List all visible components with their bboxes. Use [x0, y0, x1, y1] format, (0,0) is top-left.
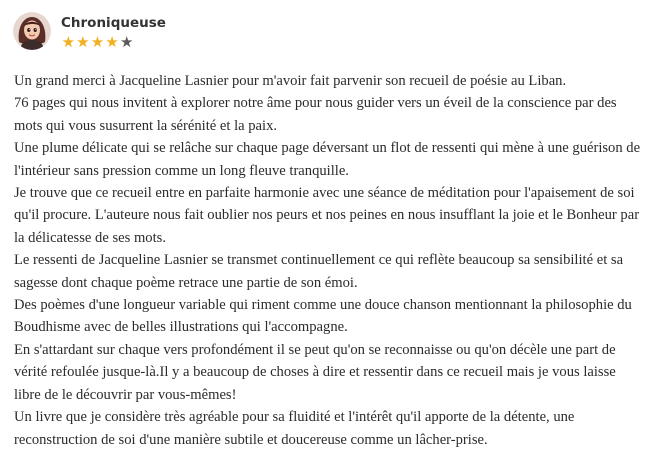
review-paragraph: Une plume délicate qui se relâche sur chaque page déversant un flot de ressenti qui mène à une guérison de l'intérieur sans pression comme un long fleuve tranquille. — [14, 140, 641, 179]
star-filled-icon: ★ — [105, 33, 119, 51]
avatar[interactable] — [13, 12, 51, 50]
reviewer-meta — [61, 14, 166, 50]
review-paragraph: Des poèmes d'une longueur variable qui riment comme une douce chanson mentionnant la philosophie du Boudhisme avec de belles illustrations qui l'accompagne. — [14, 297, 632, 336]
star-empty-icon: ★ — [119, 33, 134, 51]
review-paragraph: Un livre que je considère très agréable pour sa fluidité et l'intérêt qu'il apporte de la détente, une reconstruction de soi d'une manière subtile et doucereuse comme un lâcher-prise. — [14, 409, 575, 448]
author-name[interactable]: Chroniqueuse — [61, 15, 166, 31]
star-filled-icon: ★ — [61, 33, 76, 51]
review-header — [13, 12, 166, 58]
review-paragraph: 76 pages qui nous invitent à explorer notre âme pour nous guider vers un éveil de la conscience par des mots qui vous susurrent la sérénité et la paix. — [14, 95, 617, 134]
star-filled-icon: ★ — [76, 33, 90, 51]
review-paragraph: Un grand merci à Jacqueline Lasnier pour m'avoir fait parvenir son recueil de poésie au Liban. — [14, 73, 567, 89]
review-paragraph: Je trouve que ce recueil entre en parfaite harmonie avec une séance de méditation pour l'apaisement de soi qu'il procure. L'auteure nous fait oublier nos peurs et nos peines en nous insufflant la joie et le Bonheur par la délicatesse de ses mots. — [14, 185, 640, 246]
avatar-image — [13, 12, 51, 50]
review-paragraph: En s'attardant sur chaque vers profondément il se peut qu'on se reconnaisse ou qu'on décèle une part de vérité refoulée jusque-là.Il y a beaucoup de choses à dire et ressentir dans ce recueil mais je vous laisse libre de le découvrir par vous-mêmes! — [14, 341, 616, 403]
review-body — [14, 70, 644, 451]
star-filled-icon: ★ — [90, 33, 105, 51]
review-paragraph: Le ressenti de Jacqueline Lasnier se transmet continuellement ce qui reflète beaucoup sa sensibilité et sa sagesse dont chaque poème retrace une partie de son émoi. — [14, 252, 624, 291]
rating-stars — [61, 34, 166, 50]
